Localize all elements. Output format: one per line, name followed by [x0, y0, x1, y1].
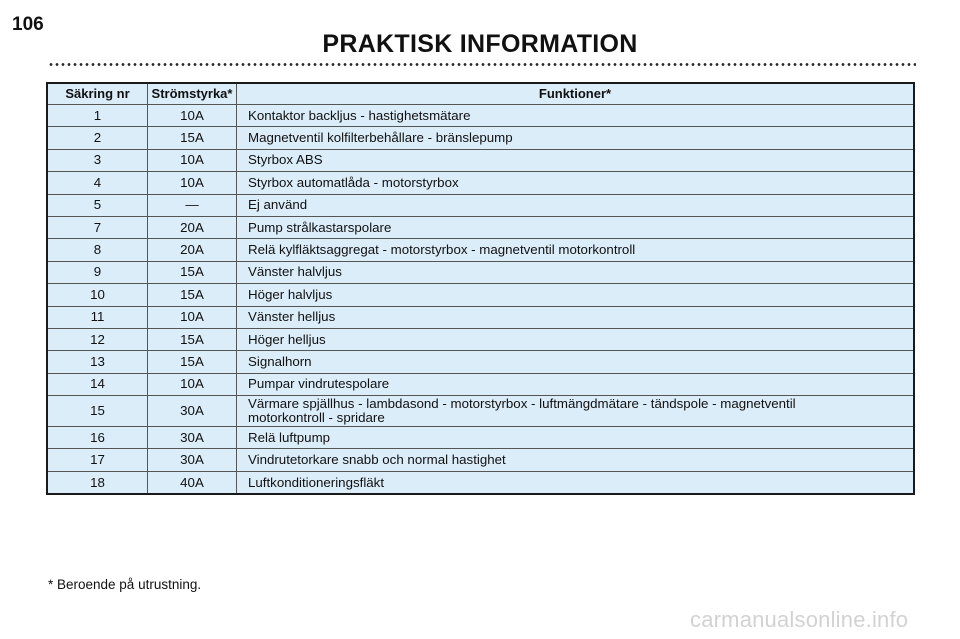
cell-function	[237, 306, 915, 328]
table-header-row	[47, 83, 914, 105]
table-row	[47, 284, 914, 306]
cell-amperage: 15A	[148, 284, 237, 306]
cell-function	[237, 373, 915, 395]
table-row	[47, 261, 914, 283]
cell-amperage: 15A	[148, 351, 237, 373]
cell-fuse-number: 18	[47, 471, 148, 494]
cell-amperage: 20A	[148, 216, 237, 238]
function-text: Pump strålkastarspolare	[248, 219, 392, 235]
function-text: Magnetventil kolfilterbehållare - bränslepump	[248, 130, 513, 146]
cell-amperage: 15A	[148, 261, 237, 283]
cell-fuse-number: 1	[47, 105, 148, 127]
cell-function	[237, 105, 915, 127]
cell-amperage: 30A	[148, 396, 237, 427]
cell-amperage: 15A	[148, 127, 237, 149]
cell-fuse-number: 15	[47, 396, 148, 427]
cell-amperage: 10A	[148, 373, 237, 395]
cell-fuse-number: 7	[47, 216, 148, 238]
function-text: Styrbox automatlåda - motorstyrbox	[248, 174, 459, 190]
function-text-continued: motorkontroll - spridare	[248, 410, 385, 426]
cell-function	[237, 172, 915, 194]
table-row	[47, 306, 914, 328]
footnote: * Beroende på utrustning.	[48, 577, 202, 592]
header-functions: Funktioner*	[237, 83, 915, 105]
table-row	[47, 149, 914, 171]
cell-amperage: 30A	[148, 427, 237, 449]
table-row	[47, 239, 914, 261]
table-row	[47, 396, 914, 427]
cell-fuse-number: 3	[47, 149, 148, 171]
function-text: Pumpar vindrutespolare	[248, 376, 390, 392]
table-row	[47, 328, 914, 350]
function-text: Relä luftpump	[248, 429, 331, 445]
cell-function	[237, 328, 915, 350]
cell-function	[237, 351, 915, 373]
table-row	[47, 127, 914, 149]
cell-fuse-number: 16	[47, 427, 148, 449]
function-text: Vänster helljus	[248, 309, 336, 325]
function-text: Ej använd	[248, 197, 308, 213]
cell-fuse-number: 13	[47, 351, 148, 373]
cell-function	[237, 261, 915, 283]
header-amperage: Strömstyrka*	[148, 83, 237, 105]
cell-fuse-number: 5	[47, 194, 148, 216]
cell-amperage: 10A	[148, 105, 237, 127]
cell-fuse-number: 12	[47, 328, 148, 350]
table-row	[47, 105, 914, 127]
cell-function	[237, 127, 915, 149]
cell-fuse-number: 4	[47, 172, 148, 194]
function-text: Värmare spjällhus - lambdasond - motorstyrbox - luftmängdmätare - tändspole - magnetventil	[248, 396, 796, 412]
cell-function	[237, 427, 915, 449]
cell-amperage: 10A	[148, 149, 237, 171]
function-text: Vindrutetorkare snabb och normal hastighet	[248, 452, 506, 468]
cell-amperage: 20A	[148, 239, 237, 261]
table-row	[47, 427, 914, 449]
function-text: Luftkonditioneringsfläkt	[248, 474, 385, 490]
cell-amperage: 10A	[148, 172, 237, 194]
cell-function	[237, 216, 915, 238]
function-text: Kontaktor backljus - hastighetsmätare	[248, 107, 471, 123]
cell-fuse-number: 9	[47, 261, 148, 283]
cell-fuse-number: 8	[47, 239, 148, 261]
table-row	[47, 194, 914, 216]
function-text: Styrbox ABS	[248, 152, 323, 168]
page-number: 106	[12, 14, 44, 35]
watermark: carmanualsonline.info	[690, 607, 909, 632]
cell-fuse-number: 14	[47, 373, 148, 395]
cell-function	[237, 471, 915, 494]
cell-function	[237, 149, 915, 171]
header-fuse-number: Säkring nr	[47, 83, 148, 105]
cell-function	[237, 396, 915, 427]
cell-function	[237, 449, 915, 471]
page-title: PRAKTISK INFORMATION	[322, 30, 638, 58]
dotted-divider	[48, 62, 916, 67]
function-text: Höger halvljus	[248, 286, 333, 302]
table-body	[47, 105, 914, 495]
fuse-table	[46, 82, 915, 495]
cell-amperage: 30A	[148, 449, 237, 471]
cell-fuse-number: 11	[47, 306, 148, 328]
cell-function	[237, 239, 915, 261]
function-text: Relä kylfläktsaggregat - motorstyrbox - magnetventil motorkontroll	[248, 242, 636, 258]
table-row	[47, 216, 914, 238]
table-row	[47, 172, 914, 194]
cell-amperage: —	[148, 194, 237, 216]
function-text: Höger helljus	[248, 331, 326, 347]
cell-function	[237, 284, 915, 306]
cell-fuse-number: 17	[47, 449, 148, 471]
cell-function	[237, 194, 915, 216]
cell-amperage: 15A	[148, 328, 237, 350]
table-row	[47, 351, 914, 373]
cell-fuse-number: 2	[47, 127, 148, 149]
cell-fuse-number: 10	[47, 284, 148, 306]
function-text: Vänster halvljus	[248, 264, 342, 280]
cell-amperage: 10A	[148, 306, 237, 328]
table-row	[47, 373, 914, 395]
cell-amperage: 40A	[148, 471, 237, 494]
function-text: Signalhorn	[248, 353, 312, 369]
table-row	[47, 471, 914, 494]
table-row	[47, 449, 914, 471]
